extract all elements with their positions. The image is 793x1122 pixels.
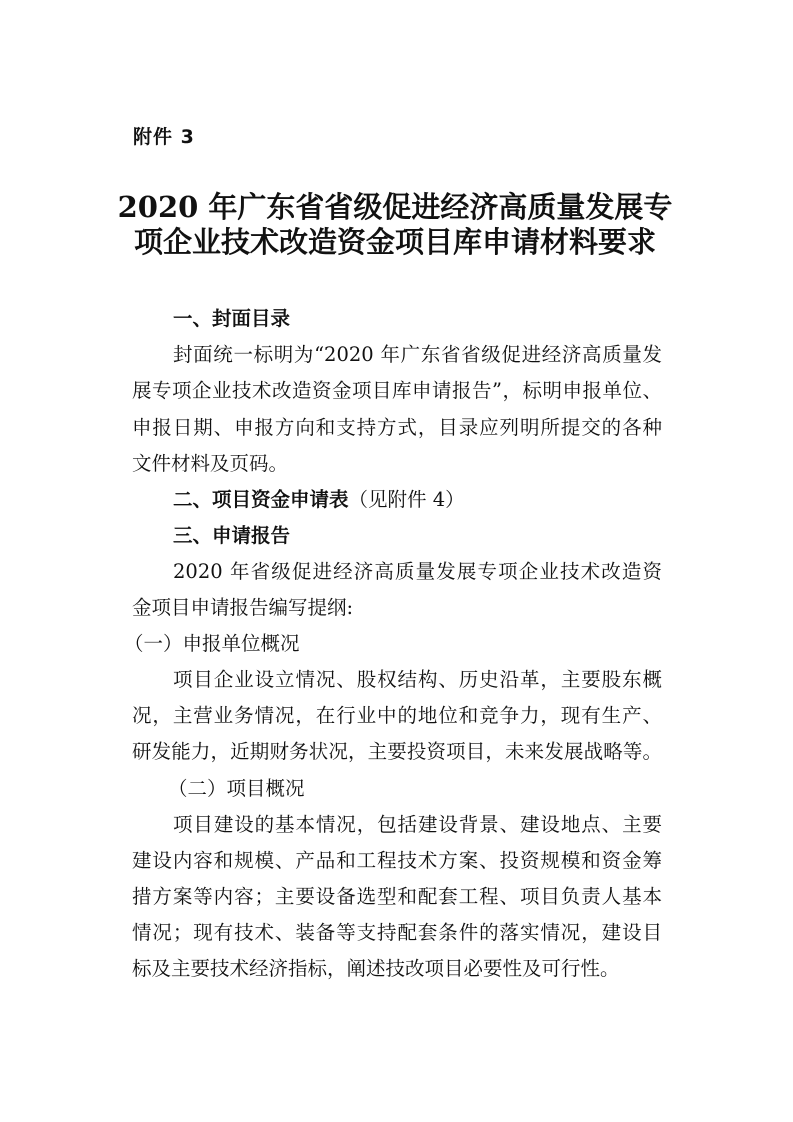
section-1-line-4: 文件材料及页码。 (132, 452, 289, 475)
section-1-line-3: 申报日期、申报方向和支持方式，目录应列明所提交的各种 (132, 416, 662, 439)
subsection-2-heading: （二）项目概况 (168, 777, 305, 800)
subsection-2-line-4: 情况；现有技术、装备等支持配套条件的落实情况，建设目 (132, 921, 662, 944)
attachment-label: 附件 3 (133, 126, 195, 148)
section-2-heading: 二、项目资金申请表 (173, 488, 349, 511)
section-3-intro-line-1: 2020 年省级促进经济高质量发展专项企业技术改造资 (173, 560, 662, 583)
subsection-2-line-5: 标及主要技术经济指标，阐述技改项目必要性及可行性。 (132, 957, 620, 980)
subsection-2-line-3: 措方案等内容；主要设备选型和配套工程、项目负责人基本 (132, 885, 662, 908)
section-1-heading: 一、封面目录 (173, 307, 291, 330)
section-2-note: （见附件 4） (348, 488, 465, 511)
subsection-2-line-2: 建设内容和规模、产品和工程技术方案、投资规模和资金筹 (132, 849, 662, 872)
subsection-1-line-3: 研发能力，近期财务状况，主要投资项目，未来发展战略等。 (132, 740, 662, 763)
section-1-line-1: 封面统一标明为“2020 年广东省省级促进经济高质量发 (173, 343, 662, 366)
section-1-line-2: 展专项企业技术改造资金项目库申请报告”，标明申报单位、 (132, 379, 662, 402)
subsection-1-line-2: 况，主营业务情况，在行业中的地位和竞争力，现有生产、 (132, 704, 662, 727)
section-3-intro-line-2: 金项目申请报告编写提纲: (132, 596, 354, 619)
document-title-line-1: 2020 年广东省省级促进经济高质量发展专 (117, 190, 673, 224)
subsection-2-line-1: 项目建设的基本情况，包括建设背景、建设地点、主要 (173, 813, 662, 836)
section-2-heading-row (173, 490, 662, 510)
subsection-1-heading: （一）申报单位概况 (124, 632, 300, 655)
section-3-heading: 三、申请报告 (173, 524, 291, 547)
subsection-1-line-1: 项目企业设立情况、股权结构、历史沿革，主要股东概 (173, 668, 662, 691)
document-title-line-2: 项企业技术改造资金项目库申请材料要求 (133, 225, 656, 259)
